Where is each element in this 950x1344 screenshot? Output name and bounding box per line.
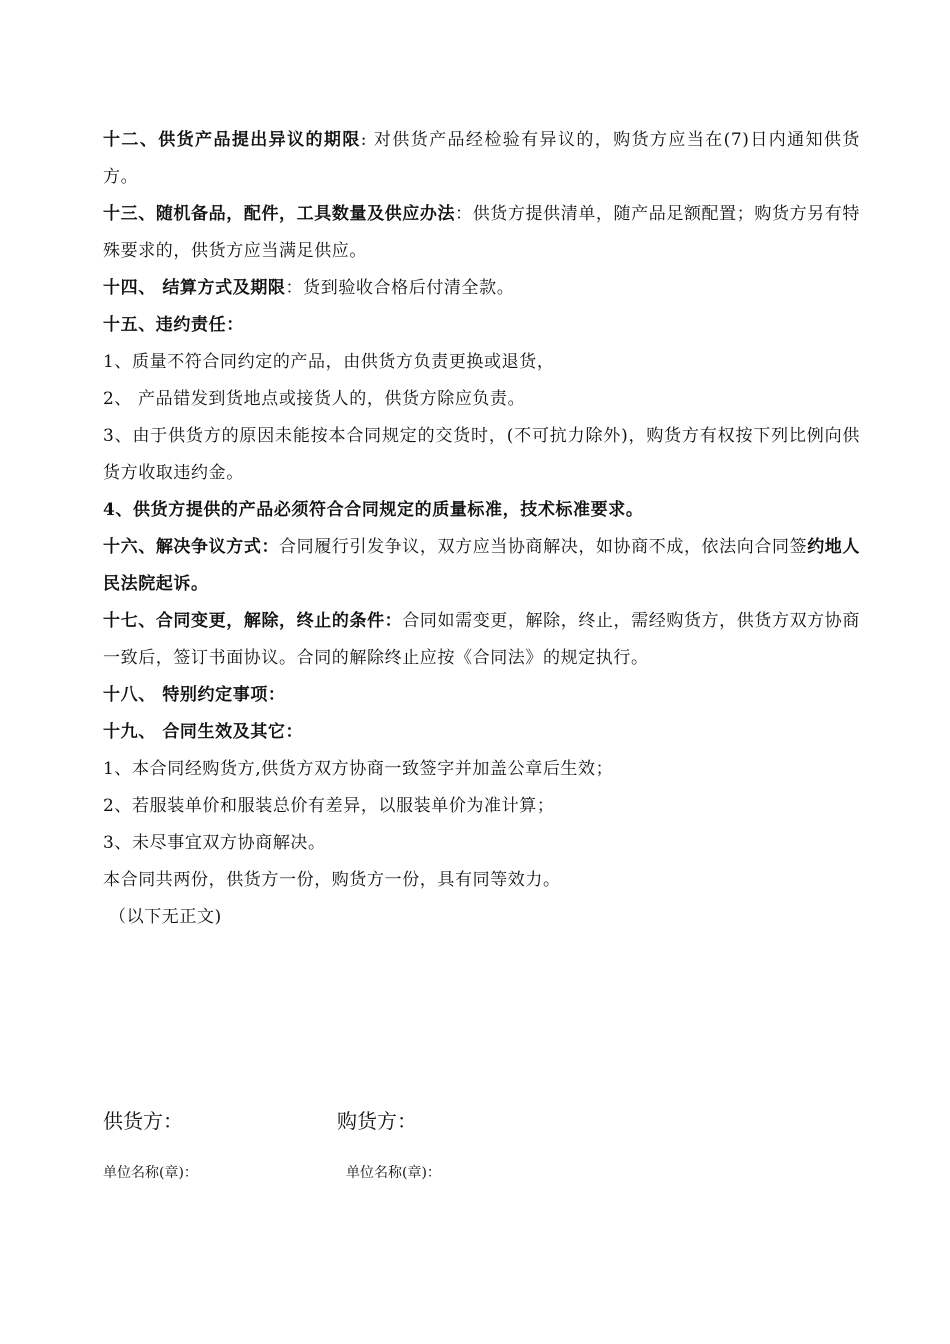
clause-19-item-3: 3、未尽事宜双方协商解决。 <box>103 833 326 853</box>
clause-14-text: ：货到验收合格后付清全款。 <box>285 278 515 298</box>
clause-13-heading: 十三、随机备品，配件，工具数量及供应办法 <box>103 204 456 224</box>
supplier-label: 供货方： <box>103 1109 183 1133</box>
clause-19-heading: 十九、 合同生效及其它： <box>103 722 304 742</box>
clause-15-item-4: 4、供货方提供的产品必须符合合同规定的质量标准，技术标准要求。 <box>103 500 644 520</box>
clause-14 <box>103 270 860 307</box>
contract-body <box>103 122 860 936</box>
clause-18-heading: 十八、 特别约定事项： <box>103 685 286 705</box>
clause-17-text: 合同如需变更，解除，终止，需经购货方，供货方双方协商一致后，签订书面协议。合同的解除终止应按《合同法》的规定执行。 <box>103 611 860 668</box>
clause-16-heading: 十六、解决争议方式： <box>103 537 280 557</box>
clause-16-bold-tail: 约地人民法院起诉。 <box>103 537 860 594</box>
clause-15-item-2: 2、 产品错发到货地点或接货人的，供货方除应负责。 <box>103 389 526 409</box>
clause-16-text: 合同履行引发争议，双方应当协商解决，如协商不成，依法向合同签 <box>279 537 808 557</box>
clause-13-text: ：供货方提供清单，随产品足额配置；购货方另有特殊要求的，供货方应当满足供应。 <box>103 204 860 261</box>
clause-15-heading: 十五、违约责任： <box>103 315 244 335</box>
clause-14-heading: 十四、 结算方式及期限 <box>103 278 286 298</box>
clause-15-item-3: 3、由于供货方的原因未能按本合同规定的交货时，(不可抗力除外)，购货方有权按下列比例向供货方收取违约金。 <box>103 426 860 483</box>
closing-statement: 本合同共两份，供货方一份，购货方一份，具有同等效力。 <box>103 870 561 890</box>
clause-19-item-1: 1、本合同经购货方,供货方双方协商一致签字并加盖公章后生效； <box>103 759 614 779</box>
clause-13 <box>103 196 860 270</box>
clause-17 <box>103 603 860 677</box>
clause-17-heading: 十七、合同变更，解除，终止的条件： <box>103 611 403 631</box>
clause-16 <box>103 529 860 603</box>
clause-12-heading: 十二、供货产品提出异议的期限 <box>103 130 361 150</box>
clause-12 <box>103 122 860 196</box>
clause-12-text: : 对供货产品经检验有异议的，购货方应当在(7)日内通知供货方。 <box>103 130 860 187</box>
end-note: （以下无正文) <box>109 907 222 927</box>
clause-19-item-2: 2、若服装单价和服装总价有差异，以服装单价为准计算； <box>103 796 555 816</box>
clause-15-item-1: 1、质量不符合同约定的产品，由供货方负责更换或退货， <box>103 352 555 372</box>
buyer-unit-name: 单位名称(章)： <box>346 1165 441 1181</box>
buyer-label: 购货方： <box>337 1109 417 1133</box>
supplier-unit-name: 单位名称(章)： <box>103 1165 198 1181</box>
